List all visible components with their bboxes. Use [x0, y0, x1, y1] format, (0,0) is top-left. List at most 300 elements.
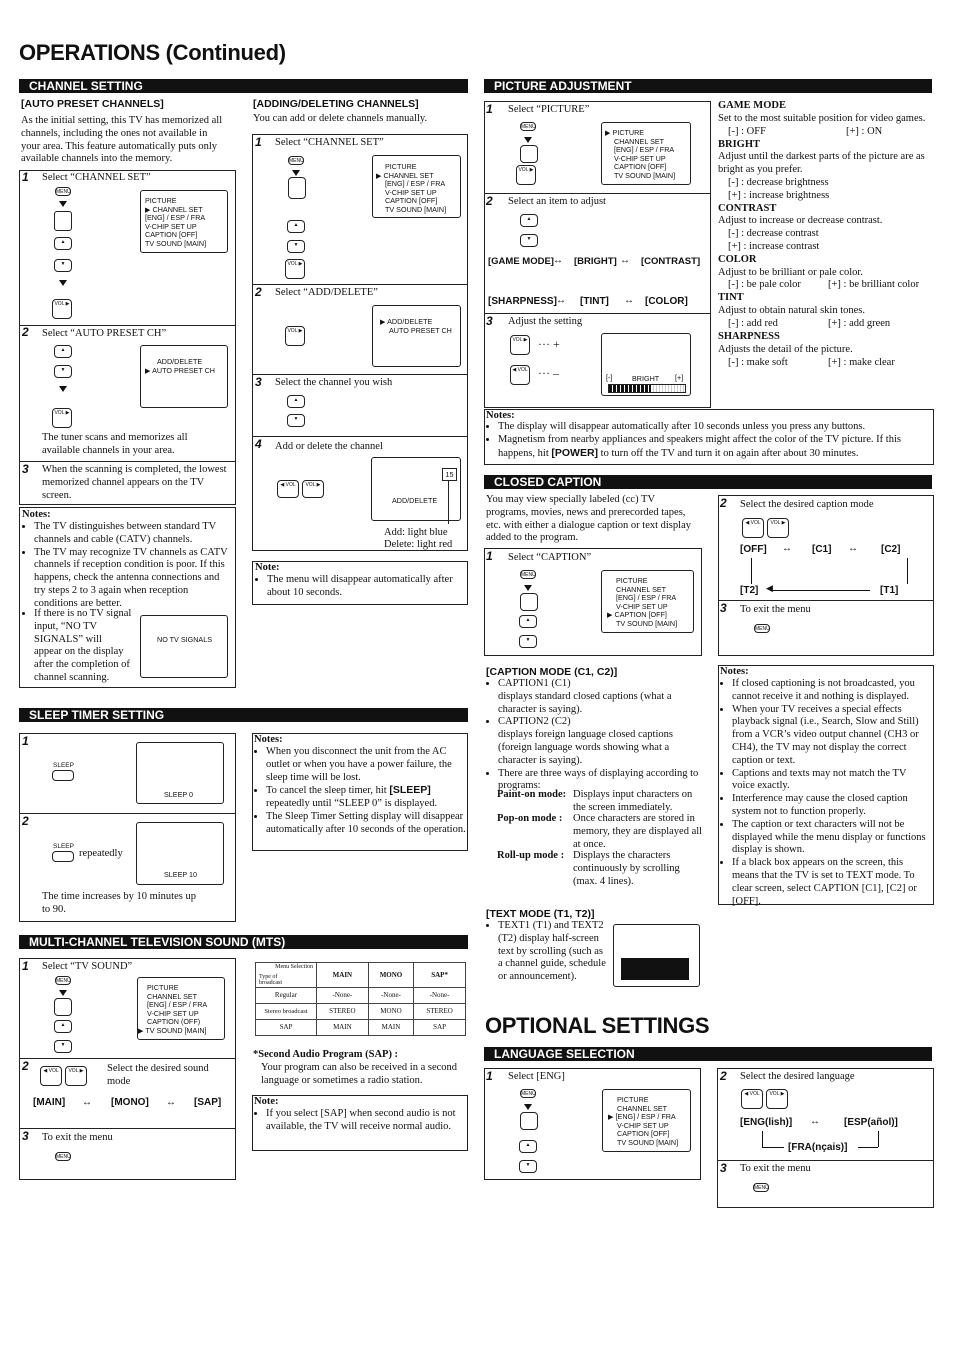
vol-button[interactable]: VOL ▶	[285, 326, 305, 346]
contrast-title: CONTRAST	[718, 202, 777, 214]
menu-line: AUTO PRESET CH	[389, 325, 452, 335]
step-number-2: 2	[486, 194, 493, 208]
step-label: To exit the menu	[42, 1132, 113, 1143]
table-cell: Stereo broadcast	[256, 1004, 317, 1020]
sap-title: *Second Audio Program (SAP) :	[253, 1049, 399, 1060]
menu-line: CAPTION [OFF]	[614, 162, 667, 171]
caption2-item	[498, 716, 704, 767]
menu-line: [ENG] / ESP / FRA	[614, 145, 675, 154]
optional-settings-title: OPTIONAL SETTINGS	[485, 1013, 710, 1038]
step-label: Select “CAPTION”	[508, 552, 592, 563]
step-label: Add or delete the channel	[275, 441, 383, 452]
menu-button[interactable]: MENU	[56, 978, 71, 984]
note-item: • The display will disappear automatically after 10 seconds unless you press any buttons.	[498, 421, 930, 434]
tv-screen-no-signal	[140, 615, 228, 678]
sleep-screen-text: SLEEP 0	[164, 790, 194, 799]
ch-up-button[interactable]: ▲	[287, 395, 305, 408]
tv-screen-menu	[372, 155, 461, 218]
game-minus: [-] : OFF	[728, 125, 766, 137]
menu-button[interactable]: MENU	[754, 1185, 769, 1191]
table-cell: MONO	[368, 1004, 413, 1020]
section-header-language: LANGUAGE SELECTION	[484, 1047, 932, 1061]
picture-descriptions	[718, 100, 933, 370]
arrow-down-icon	[524, 1104, 532, 1110]
down-hint	[520, 1112, 538, 1130]
caption-mode-heading: [CAPTION MODE (C1, C2)]	[486, 666, 618, 678]
sleep-button-label: SLEEP	[53, 762, 74, 769]
table-corner	[256, 963, 317, 988]
notes-list	[486, 421, 930, 460]
menu-button[interactable]: MENU	[56, 1154, 71, 1160]
step-number-2: 2	[22, 814, 29, 828]
table-cell: Regular	[256, 988, 317, 1004]
double-arrow-icon: ↔	[810, 1116, 820, 1127]
tint-title: TINT	[718, 292, 744, 304]
game-mode-desc: Set to the most suitable position for video games.	[718, 112, 926, 124]
menu-line: [ENG] / ESP / FRA	[616, 593, 677, 602]
step-number-2: 2	[22, 1059, 29, 1073]
ch-up-button[interactable]: ▲	[520, 214, 538, 227]
caption1-title: CAPTION1 (C1)	[498, 678, 571, 689]
down-hint	[520, 145, 538, 163]
note-text: Magnetism from nearby appliances and speakers might affect the color of the TV picture. If this happens, hit	[498, 433, 901, 459]
menu-line: TV SOUND [MAIN]	[617, 1137, 679, 1147]
delete-label: Delete: light red	[384, 539, 453, 550]
menu-text: ADD/DELETE	[387, 317, 433, 326]
ch-down-button[interactable]: ▼	[54, 365, 72, 378]
vol-label: VOL	[54, 301, 65, 307]
tv-screen-menu	[140, 345, 228, 408]
bright-minus: [-] : decrease brightness	[728, 176, 829, 188]
menu-line: TV SOUND [MAIN]	[145, 238, 207, 248]
step-label: Select “ADD/DELETE”	[275, 287, 378, 298]
step-number-3: 3	[22, 1129, 29, 1143]
contrast-minus: [-] : decrease contrast	[728, 228, 819, 240]
menu-line: V-CHIP SET UP	[147, 1008, 199, 1018]
notes-title: Notes:	[22, 509, 51, 520]
adding-intro: You can add or delete channels manually.	[253, 113, 428, 124]
vol-up-button[interactable]: VOL ▶	[65, 1066, 87, 1086]
vol-down-button[interactable]: ◀ VOL	[741, 1089, 763, 1109]
ch-down-button[interactable]: ▼	[287, 240, 305, 253]
caption1-item	[498, 678, 704, 716]
section-header-mts: MULTI-CHANNEL TELEVISION SOUND (MTS)	[19, 935, 468, 949]
divider	[19, 813, 236, 814]
step-number-3: 3	[255, 375, 262, 389]
notes-title: Notes:	[486, 410, 515, 421]
cycle-line	[907, 558, 908, 584]
step-number-2: 2	[720, 496, 727, 510]
note-item	[498, 434, 930, 461]
step-label: Select “TV SOUND”	[42, 961, 133, 972]
down-hint	[54, 998, 72, 1016]
divider	[19, 461, 236, 462]
arrow-down-icon	[292, 170, 300, 176]
tint-desc: Adjust to obtain natural skin tones.	[718, 305, 865, 317]
down-hint	[288, 177, 306, 199]
step-number-1: 1	[22, 734, 29, 748]
tint-minus: [-] : add red	[728, 317, 778, 329]
step-label: When the scanning is completed, the lowest memorized channel appears on the TV screen.	[42, 464, 227, 501]
menu-line: V-CHIP SET UP	[614, 153, 666, 163]
menu-button[interactable]: MENU	[755, 626, 770, 632]
sound-mode-sap: [SAP]	[194, 1097, 222, 1108]
screen-text: ADD/DELETE	[392, 496, 438, 505]
vol-down-button[interactable]: ◀ VOL	[40, 1066, 62, 1086]
vol-up-button[interactable]: VOL ▶	[767, 518, 789, 538]
menu-line-selected: ▶ AUTO PRESET CH	[145, 365, 215, 375]
arrow-down-icon	[524, 585, 532, 591]
text-mode-list	[486, 920, 608, 984]
table-row	[256, 1020, 466, 1036]
arrow-down-icon	[59, 280, 67, 286]
menu-line: TV SOUND [MAIN]	[616, 618, 678, 628]
note-item: • When you disconnect the unit from the AC outlet or when you have a power failure, the sleep time will be lost.	[266, 746, 466, 784]
menu-button[interactable]: MENU	[521, 572, 536, 578]
section-header-channel-setting: CHANNEL SETTING	[19, 79, 468, 93]
menu-line: CHANNEL SET	[617, 1103, 668, 1113]
ch-down-button[interactable]: ▼	[519, 1160, 537, 1173]
page-title: OPERATIONS (Continued)	[19, 40, 286, 65]
divider	[717, 1160, 934, 1161]
note-item: • The TV distinguishes between standard TV channels and cable (CATV) channels.	[34, 521, 232, 547]
menu-line-selected: ▶ [ENG] / ESP / FRA	[608, 1112, 676, 1121]
menu-text: CAPTION [OFF]	[614, 610, 667, 619]
caption-mode-off: [OFF]	[740, 544, 767, 555]
table-cell: STEREO	[317, 1004, 369, 1020]
sleep-button[interactable]	[52, 770, 74, 781]
color-desc: Adjust to be brilliant or pale color.	[718, 266, 863, 278]
step-number-3: 3	[486, 314, 493, 328]
menu-line: [ENG] / ESP / FRA	[147, 1000, 208, 1009]
sharpness-plus: [+] : make clear	[828, 356, 895, 368]
divider	[252, 284, 468, 285]
table-cell: -None-	[317, 988, 369, 1004]
caption-mode-t1: [T1]	[880, 585, 899, 596]
text-mode-item: • TEXT1 (T1) and TEXT2 (T2) display half-screen text by scrolling (such as a channel guide, schedule or announcement).	[498, 920, 608, 984]
cycle-line	[770, 590, 870, 591]
note-item: • The menu will disappear automatically after about 10 seconds.	[267, 574, 465, 600]
ch-down-button[interactable]: ▼	[519, 635, 537, 648]
menu-line: TV SOUND [MAIN]	[385, 204, 447, 214]
sleep-button[interactable]	[52, 851, 74, 862]
note-item: • If there is no TV signal input, “NO TV SIGNALS” will appear on the display after the completion of channel scanning.	[34, 608, 132, 685]
menu-line-selected: ▶ CHANNEL SET	[376, 170, 434, 180]
double-arrow-icon: ↔	[848, 543, 858, 554]
divider	[252, 374, 468, 375]
sound-mode-table	[255, 962, 466, 1036]
caption2-desc: displays foreign language closed captions (foreign language words showing what a character is saying).	[498, 729, 673, 766]
minus-text: ··· –	[538, 366, 559, 380]
note-item: • If you select [SAP] when second audio is not available, the TV will receive normal audio.	[266, 1108, 464, 1134]
caption1-desc: displays standard closed captions (what a character is saying).	[498, 690, 672, 715]
menu-line: PICTURE	[385, 162, 417, 171]
auto-preset-intro: As the initial setting, this TV has memorized all channels, including the ones not available in your area. This feature automatically puts only available channels into the memory.	[21, 115, 223, 165]
sharpness-minus: [-] : make soft	[728, 356, 788, 368]
tv-screen-menu	[372, 305, 461, 367]
menu-line: CAPTION [OFF]	[617, 1129, 670, 1138]
table-cell: MAIN	[368, 1020, 413, 1036]
sleep-screen-text: SLEEP 10	[164, 870, 198, 879]
tv-screen-bright	[601, 333, 691, 396]
notes-list	[254, 1108, 464, 1134]
vol-up-button[interactable]: VOL ▶	[766, 1089, 788, 1109]
roll-up-desc: Displays the characters continuously by scrolling (max. 4 lines).	[573, 850, 680, 887]
menu-line: PICTURE	[145, 196, 177, 205]
tint-plus: [+] : add green	[828, 317, 891, 329]
double-arrow-icon: ↔	[166, 1097, 176, 1108]
table-header: MAIN	[317, 963, 369, 988]
cycle-line	[878, 1131, 879, 1147]
tv-screen-menu	[601, 570, 694, 633]
bright-plus: [+] : increase brightness	[728, 189, 830, 201]
section-header-sleep-timer: SLEEP TIMER SETTING	[19, 708, 468, 722]
table-menu-label: Menu Selection	[275, 964, 313, 970]
step-number-3: 3	[720, 1161, 727, 1175]
cycle-line	[762, 1131, 763, 1147]
roll-up-label: Roll-up mode :	[497, 850, 565, 861]
vol-button[interactable]: VOL ▶	[516, 165, 536, 185]
language-fra: [FRA(nçais)]	[788, 1142, 848, 1153]
step-number-1: 1	[22, 959, 29, 973]
picture-item: [COLOR]	[645, 296, 688, 307]
table-header: SAP*	[414, 963, 466, 988]
menu-line-selected: ▶ CHANNEL SET	[145, 204, 203, 214]
menu-line: V-CHIP SET UP	[145, 221, 197, 231]
notes-title: Notes:	[254, 734, 283, 745]
vol-up-button[interactable]: VOL ▶	[510, 335, 530, 355]
double-arrow-icon: ↔	[553, 255, 563, 266]
bright-title: BRIGHT	[718, 138, 761, 150]
menu-text: [ENG] / ESP / FRA	[615, 1112, 676, 1121]
sound-mode-mono: [MONO]	[111, 1097, 149, 1108]
vol-down-button[interactable]: ◀ VOL	[510, 365, 530, 385]
vol-button[interactable]: VOL ▶	[285, 259, 305, 279]
power-key: [POWER]	[551, 446, 599, 459]
up-triangle-icon: ▲	[60, 239, 66, 245]
table-row	[256, 988, 466, 1004]
tv-screen-sleep	[136, 822, 224, 885]
caption-mode-c2: [C2]	[881, 544, 901, 555]
bright-desc: Adjust until the darkest parts of the picture are as bright as you prefer.	[718, 151, 925, 176]
arrow-down-icon	[59, 990, 67, 996]
auto-preset-heading: [AUTO PRESET CHANNELS]	[21, 98, 164, 110]
divider	[484, 313, 711, 314]
menu-text: AUTO PRESET CH	[152, 365, 215, 375]
add-label: Add: light blue	[384, 527, 448, 538]
step-number-2: 2	[255, 285, 262, 299]
note-title: Note:	[255, 562, 280, 573]
sound-mode-main: [MAIN]	[33, 1097, 66, 1108]
step-note: The tuner scans and memorizes all available channels in your area.	[42, 432, 188, 456]
repeatedly-text: repeatedly	[79, 848, 123, 859]
arrow-left-icon: ◀	[766, 583, 773, 593]
menu-line: TV SOUND [MAIN]	[614, 170, 676, 180]
cycle-line	[751, 558, 752, 584]
down-triangle-icon: ▼	[60, 261, 66, 267]
step-number-1: 1	[486, 549, 493, 563]
cycle-line	[762, 1147, 784, 1148]
menu-line-selected: ▶ TV SOUND [MAIN]	[138, 1025, 207, 1035]
step-label: Select “CHANNEL SET”	[42, 172, 151, 183]
menu-line: V-CHIP SET UP	[385, 187, 437, 197]
ch-down-button[interactable]: ▼	[520, 234, 538, 247]
text-mode-heading: [TEXT MODE (T1, T2)]	[486, 908, 595, 920]
pop-on-desc: Once characters are stored in memory, they are displayed all at once.	[573, 813, 703, 850]
menu-line: [ENG] / ESP / FRA	[385, 179, 446, 188]
double-arrow-icon: ↔	[782, 543, 792, 554]
bar-label: BRIGHT	[632, 374, 660, 383]
menu-line: CAPTION [OFF]	[145, 230, 198, 239]
down-hint	[520, 593, 538, 611]
language-eng: [ENG(lish)]	[740, 1117, 793, 1128]
divider	[19, 1128, 236, 1129]
step-label: Select the desired sound mode	[107, 1063, 209, 1087]
divider	[484, 193, 711, 194]
menu-line: [ENG] / ESP / FRA	[145, 213, 206, 222]
step-number-1: 1	[486, 102, 493, 116]
cycle-line	[858, 1147, 878, 1148]
divider	[19, 325, 236, 326]
note-text: repeatedly until “SLEEP 0” is displayed.	[266, 798, 438, 810]
section-header-picture-adjustment: PICTURE ADJUSTMENT	[484, 79, 932, 93]
tv-screen-menu	[602, 1089, 691, 1152]
notes-list	[255, 574, 465, 600]
table-row	[256, 1004, 466, 1020]
note-item: • When your TV receives a special effects playback signal (i.e., Search, Slow and Still) from a VCR’s video output channel (CH3 or CH4), the TV may not display the correct caption or text.	[732, 704, 930, 768]
step-number-4: 4	[255, 437, 262, 451]
contrast-desc: Adjust to increase or decrease contrast.	[718, 215, 883, 227]
bright-level-fill	[609, 385, 651, 392]
callout-line	[448, 480, 449, 524]
note-item	[266, 784, 466, 811]
table-header: MONO	[368, 963, 413, 988]
menu-button[interactable]: MENU	[289, 158, 304, 164]
menu-button[interactable]: MENU	[521, 1091, 536, 1097]
step-label: To exit the menu	[740, 604, 811, 615]
menu-line: PICTURE	[617, 1095, 649, 1104]
note-item: • If closed captioning is not broadcasted, you cannot receive it and nothing is displayed.	[732, 678, 930, 704]
menu-line: ADD/DELETE	[157, 357, 203, 366]
arrow-down-icon	[524, 137, 532, 143]
picture-item: [CONTRAST]	[641, 256, 701, 267]
vol-down-button[interactable]: ◀ VOL	[742, 518, 764, 538]
step-number-1: 1	[486, 1069, 493, 1083]
paint-on-desc: Displays input characters on the screen immediately.	[573, 789, 693, 813]
step-label: Select the desired language	[740, 1071, 855, 1082]
menu-line: CHANNEL SET	[616, 584, 667, 594]
table-type-label: Type of broadcast	[259, 974, 282, 986]
notes-title: Notes:	[720, 666, 749, 677]
menu-line: PICTURE	[616, 576, 648, 585]
double-arrow-icon: ↔	[556, 295, 566, 306]
ch-up-button[interactable]: ▲	[287, 220, 305, 233]
ch-down-button[interactable]: ▼	[287, 414, 305, 427]
menu-line: V-CHIP SET UP	[616, 601, 668, 611]
tv-screen-menu	[601, 122, 691, 185]
channel-number: 15	[442, 468, 457, 481]
table-cell: -None-	[368, 988, 413, 1004]
caption-mode-list	[486, 678, 704, 793]
picture-item: [TINT]	[580, 296, 609, 307]
step-number-1: 1	[22, 170, 29, 184]
caption2-title: CAPTION2 (C2)	[498, 716, 571, 728]
ch-up-button[interactable]	[54, 237, 72, 250]
sap-desc: Your program can also be received in a second language or sometimes a radio station.	[261, 1062, 458, 1086]
game-plus: [+] : ON	[846, 125, 883, 137]
step-label: To exit the menu	[740, 1163, 811, 1174]
menu-line: CAPTION [OFF]	[385, 196, 438, 205]
ch-up-button[interactable]: ▲	[54, 345, 72, 358]
divider	[718, 600, 934, 601]
sleep-desc: The time increases by 10 minutes up to 90.	[42, 891, 196, 915]
ch-up-button[interactable]: ▲	[519, 1140, 537, 1153]
caption-intro: You may view specially labeled (cc) TV programs, movies, news and prerecorded tapes, etc. with either a dialogue caption or text display added to the program.	[486, 494, 691, 544]
ch-down-button[interactable]	[54, 259, 72, 272]
step-label: Select [ENG]	[508, 1071, 565, 1082]
notes-list	[22, 608, 132, 685]
ch-down-button[interactable]: ▼	[54, 1040, 72, 1053]
step-label: Select “PICTURE”	[508, 104, 590, 115]
step-label: Select the channel you wish	[275, 377, 393, 388]
game-mode-title: GAME MODE	[718, 100, 786, 111]
step-number-3: 3	[720, 601, 727, 615]
menu-button[interactable]: MENU	[56, 189, 71, 195]
menu-line: PICTURE	[147, 983, 179, 992]
tv-screen-sleep	[136, 742, 224, 804]
bright-level-bar	[608, 384, 686, 393]
double-arrow-icon: ↔	[82, 1097, 92, 1108]
ch-up-button[interactable]: ▲	[54, 1020, 72, 1033]
ch-up-button[interactable]: ▲	[519, 615, 537, 628]
vol-button[interactable]: VOL ▶	[52, 299, 72, 319]
step-label: Select “AUTO PRESET CH”	[42, 328, 167, 339]
menu-text: CHANNEL SET	[152, 204, 203, 214]
menu-line: CHANNEL SET	[147, 991, 198, 1001]
table-cell: SAP	[256, 1020, 317, 1036]
table-cell: STEREO	[414, 1004, 466, 1020]
caption-mode-c1: [C1]	[812, 544, 832, 555]
table-cell: SAP	[414, 1020, 466, 1036]
notes-list	[22, 521, 232, 611]
section-header-closed-caption: CLOSED CAPTION	[484, 475, 932, 489]
picture-item: [GAME MODE]	[488, 256, 554, 267]
step-label: Select an item to adjust	[508, 196, 606, 207]
tv-screen-menu	[137, 977, 225, 1040]
paint-on-label: Paint-on mode:	[497, 789, 567, 800]
divider	[252, 436, 468, 437]
vol-down-button[interactable]: ◀ VOL	[277, 480, 299, 498]
tv-screen-text-mode	[613, 924, 700, 987]
step-label: Adjust the setting	[508, 316, 583, 327]
tv-screen-menu	[140, 190, 228, 253]
step-number-1: 1	[255, 135, 262, 149]
plus-text: ··· +	[538, 337, 560, 351]
arrow-down-icon	[59, 201, 67, 207]
vol-button[interactable]: VOL ▶	[52, 408, 72, 428]
down-hint	[54, 211, 72, 231]
arrow-down-icon	[59, 386, 67, 392]
pop-on-label: Pop-on mode :	[497, 813, 563, 824]
sleep-key: [SLEEP]	[389, 784, 431, 797]
menu-button[interactable]: MENU	[521, 124, 536, 130]
color-title: COLOR	[718, 253, 757, 265]
vol-up-button[interactable]: VOL ▶	[302, 480, 324, 498]
menu-line-selected: ▶ ADD/DELETE	[380, 317, 433, 326]
picture-item: [SHARPNESS]	[488, 296, 557, 307]
menu-text: PICTURE	[612, 128, 645, 137]
notes-list	[254, 746, 466, 837]
